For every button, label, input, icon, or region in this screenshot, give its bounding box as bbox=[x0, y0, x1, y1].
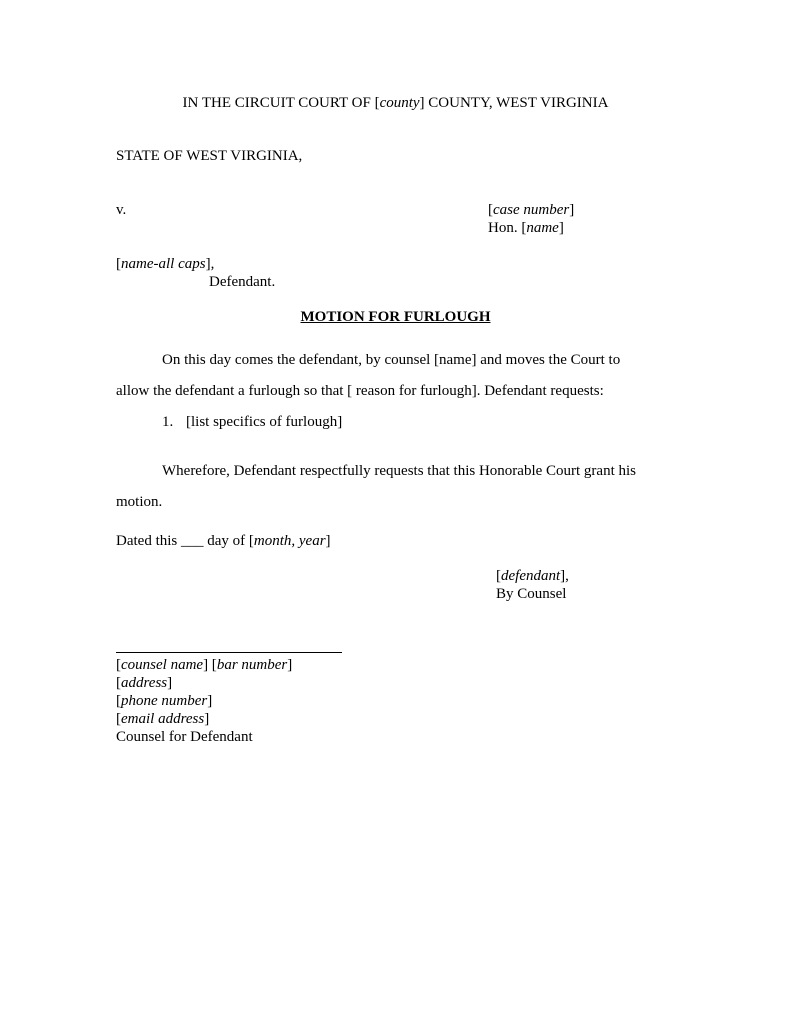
versus-label: v. bbox=[116, 202, 127, 218]
defendant-post: ], bbox=[205, 256, 215, 272]
case-number bbox=[488, 201, 574, 219]
counsel-name-line bbox=[116, 656, 292, 674]
case-number-placeholder: case number bbox=[493, 202, 570, 218]
counsel-name-pre: [ bbox=[116, 657, 121, 673]
list-item-text: [list specifics of furlough] bbox=[186, 414, 343, 430]
dated-line bbox=[116, 532, 331, 550]
email-placeholder: email address bbox=[121, 711, 205, 727]
judge-name-placeholder: name bbox=[526, 220, 559, 236]
bar-number-placeholder: bar number bbox=[216, 657, 288, 673]
counsel-name-mid: ] [ bbox=[203, 657, 217, 673]
dated-pre: Dated this ___ day of [ bbox=[116, 533, 254, 549]
defendant-pre: [ bbox=[116, 256, 121, 272]
list-item-number: 1. bbox=[162, 414, 174, 430]
month-year-placeholder: month, year bbox=[253, 533, 326, 549]
counsel-phone-line bbox=[116, 692, 212, 710]
court-heading bbox=[0, 94, 791, 112]
paragraph-2-line-2: motion. bbox=[116, 494, 163, 510]
phone-pre: [ bbox=[116, 693, 121, 709]
judge-post: ] bbox=[558, 220, 564, 236]
signing-party bbox=[496, 567, 569, 585]
counsel-address-line bbox=[116, 674, 172, 692]
judge-name bbox=[488, 219, 564, 237]
counsel-role: Counsel for Defendant bbox=[116, 729, 253, 745]
judge-pre: Hon. [ bbox=[488, 220, 527, 236]
paragraph-1-line-2: allow the defendant a furlough so that [ reason for furlough]. Defendant requests: bbox=[116, 383, 604, 399]
address-post: ] bbox=[167, 675, 173, 691]
defendant-label: Defendant. bbox=[209, 274, 276, 290]
defendant-name-placeholder: name-all caps bbox=[121, 256, 206, 272]
paragraph-2-line-1: Wherefore, Defendant respectfully requests that this Honorable Court grant his bbox=[162, 463, 637, 479]
court-heading-post: ] COUNTY, WEST VIRGINIA bbox=[419, 95, 609, 111]
defendant-name bbox=[116, 255, 214, 273]
paragraph-1-line-1: On this day comes the defendant, by counsel [name] and moves the Court to bbox=[162, 352, 621, 368]
motion-title: MOTION FOR FURLOUGH bbox=[300, 309, 491, 325]
signing-party-placeholder: defendant bbox=[501, 568, 561, 584]
address-pre: [ bbox=[116, 675, 121, 691]
by-counsel-label: By Counsel bbox=[496, 586, 567, 602]
plaintiff-name: STATE OF WEST VIRGINIA, bbox=[116, 148, 303, 164]
case-number-pre: [ bbox=[488, 202, 493, 218]
signing-party-post: ], bbox=[560, 568, 569, 584]
counsel-email-line bbox=[116, 710, 209, 728]
email-post: ] bbox=[204, 711, 210, 727]
county-placeholder: county bbox=[379, 95, 420, 111]
dated-post: ] bbox=[325, 533, 331, 549]
address-placeholder: address bbox=[121, 675, 168, 691]
email-pre: [ bbox=[116, 711, 121, 727]
phone-post: ] bbox=[207, 693, 213, 709]
case-number-post: ] bbox=[569, 202, 575, 218]
signature-line bbox=[116, 652, 342, 653]
phone-placeholder: phone number bbox=[121, 693, 208, 709]
signing-party-pre: [ bbox=[496, 568, 501, 584]
counsel-name-placeholder: counsel name bbox=[121, 657, 204, 673]
counsel-name-post: ] bbox=[287, 657, 293, 673]
court-heading-pre: IN THE CIRCUIT COURT OF [ bbox=[182, 95, 380, 111]
